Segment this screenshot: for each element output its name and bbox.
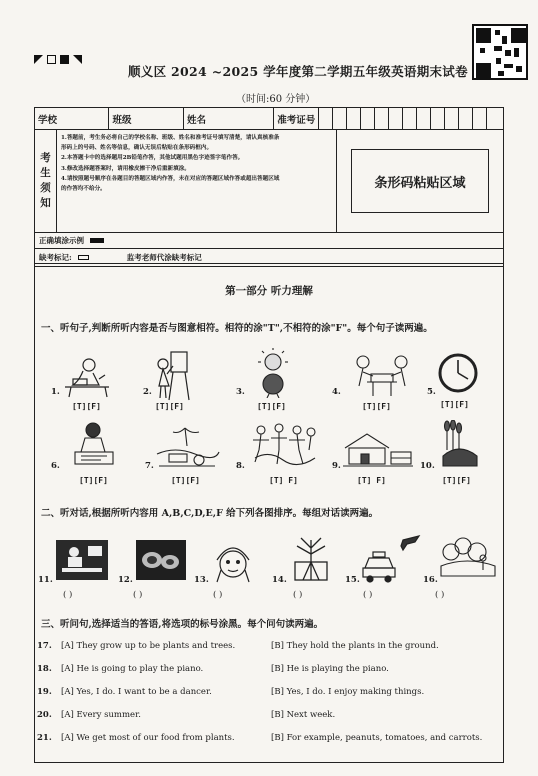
picture-16 [437,536,497,582]
order-answer-blank[interactable]: ( ) [363,590,373,600]
tf-bubbles[interactable]: [T][F] [72,402,101,411]
q-number: 6. [51,461,60,471]
snowy-trees-icon [437,536,497,582]
picture-5 [437,352,479,394]
tf-bubbles[interactable]: [T][F] [440,400,469,409]
option-a[interactable]: [A] Every summer. [61,710,141,720]
question-row [35,664,503,678]
picture-1 [59,349,115,399]
notice-text [57,130,337,232]
tf-bubbles[interactable]: [T][F] [257,402,286,411]
order-answer-blank[interactable]: ( ) [213,590,223,600]
q-number: 21. [37,733,52,743]
q-number: 5. [427,387,436,397]
notice-line: 4.请按照题号顺序在各题目的答题区域内作答，未在对应的答题区域作答或超出答题区域 [61,175,280,182]
q2-instruction: 二、听对话,根据所听内容用 A,B,C,D,E,F 给下列各图排序。每组对话读两遍。 [41,508,379,519]
order-answer-blank[interactable]: ( ) [293,590,303,600]
option-a[interactable]: [A] He is going to play the piano. [61,664,204,674]
beach-picnic-icon [155,424,221,470]
option-b[interactable]: [B] They hold the plants in the ground. [271,641,439,651]
part-title: 第一部分 听力理解 [225,285,313,297]
picture-12 [136,540,186,580]
notice-row [35,130,503,233]
q-number: 3. [236,387,245,397]
class-field[interactable] [109,108,183,129]
notice-line: 的作答均不给分。 [61,186,106,193]
square-mark-icon [47,55,56,64]
clock-icon [437,352,479,394]
picture-8 [249,422,319,470]
question-row [35,733,503,747]
q3-instruction: 三、听问句,选择适当的答语,将选项的标号涂黑。每个问句读两遍。 [41,619,324,630]
q-number: 9. [332,461,341,471]
food-plate-icon [136,540,186,580]
taxi-plane-icon [359,534,423,584]
absent-note: 监考老师代涂缺考标记 [126,253,202,262]
q-number: 1. [51,387,60,397]
corner-mark-icon [73,55,82,64]
option-a[interactable]: [A] Yes, I do. I want to be a dancer. [61,687,212,697]
picture-14 [289,534,333,586]
picture-3 [255,348,291,398]
notice-line: 1.答题前，考生务必将自己的学校名称、班级、姓名和准考证号填写清楚，请认真核准条 [61,135,280,141]
boy-drawing-icon [59,349,115,399]
filled-square-mark-icon [60,55,69,64]
picture-4 [351,352,413,398]
notice-line: 3.修改选择题答案时，请用橡皮擦干净后重新填涂。 [61,165,190,172]
alignment-marks [34,55,82,64]
exam-time: （时间:60 分钟） [236,94,316,105]
q-number: 15. [345,575,360,585]
candidate-info-row [35,108,503,130]
qr-code-icon [472,24,528,80]
tf-bubbles[interactable]: [T][F] [442,476,471,485]
q-number: 11. [38,575,53,585]
fill-example-row [35,233,503,249]
dancers-icon [249,422,319,470]
q-number: 8. [236,461,245,471]
q-number: 13. [194,575,209,585]
corner-mark-icon [34,55,43,64]
ticket-label-cell [274,108,319,129]
option-b[interactable]: [B] For example, peanuts, tomatoes, and carrots. [271,733,483,743]
tree-roots-icon [289,534,333,586]
candidate-info-table [34,107,504,267]
girl-face-icon [213,540,253,584]
option-b[interactable]: [B] Next week. [271,710,336,720]
ticket-number-boxes[interactable] [319,108,503,129]
q-number: 19. [37,687,52,697]
exam-title: 顺义区 2024 ~2025 学年度第二学期五年级英语期末试卷 [128,64,468,79]
absent-bubble[interactable] [78,255,89,260]
q-number: 2. [143,387,152,397]
picture-9 [341,428,415,468]
tf-bubbles[interactable]: [T][F] [79,476,108,485]
q-number: 4. [332,387,341,397]
question-row [35,641,503,655]
q-number: 20. [37,710,52,720]
option-a[interactable]: [A] We get most of our food from plants. [61,733,235,743]
q-number: 14. [272,575,287,585]
option-a[interactable]: [A] They grow up to be plants and trees. [61,641,236,651]
man-at-desk-icon [56,540,108,580]
farmhouse-icon [341,428,415,468]
ticket-label: 准考证号 [277,114,316,126]
boy-writing-icon [71,420,117,470]
picture-13 [213,540,253,584]
seed-sun-icon [255,348,291,398]
q-number: 18. [37,664,52,674]
tf-bubbles[interactable]: [T][F] [362,402,391,411]
notice-label: 考 生 须 知 [35,130,57,232]
picture-11 [56,540,108,580]
picture-7 [155,424,221,470]
q1-instruction: 一、听句子,判断所听内容是否与图意相符。相符的涂"T",不相符的涂"F"。每个句子读两遍。 [41,323,433,334]
q-number: 16. [423,575,438,585]
picture-15 [359,534,423,584]
question-row [35,710,503,724]
barcode-area [337,130,503,232]
school-label: 学校 [38,114,58,126]
order-answer-blank[interactable]: ( ) [63,590,73,600]
tf-bubbles[interactable]: [T][F] [155,402,184,411]
notice-line: 形码上的号码、姓名等信息，确认无误后粘贴在条形码框内。 [61,145,213,152]
q-number: 7. [145,461,154,471]
fill-example-label: 正确填涂示例 [39,236,84,245]
tf-bubbles[interactable]: [T] F] [269,476,298,485]
option-b[interactable]: [B] He is playing the piano. [271,664,389,674]
barcode-box: 条形码粘贴区域 [351,149,489,213]
notice-line: 2.本答题卡中的选择题用2B铅笔作答，其他试题用黑色字迹签字笔作答。 [61,155,244,162]
answer-section [34,263,504,763]
q-number: 10. [420,461,435,471]
picture-6 [71,420,117,470]
option-b[interactable]: [B] Yes, I do. I enjoy making things. [271,687,425,697]
filled-bubble-icon [90,238,104,243]
school-field[interactable] [35,108,109,129]
order-answer-blank[interactable]: ( ) [133,590,143,600]
tf-bubbles[interactable]: [T] F] [357,476,386,485]
picture-2 [151,346,191,402]
girl-painting-icon [151,346,191,402]
kids-chess-icon [351,352,413,398]
tf-bubbles[interactable]: [T][F] [171,476,200,485]
name-label: 姓名 [186,114,206,126]
picture-10 [439,420,479,472]
absent-mark-label: 缺考标记: [39,253,72,262]
q-number: 17. [37,641,52,651]
question-row [35,687,503,701]
name-field[interactable] [184,108,274,129]
wheat-bread-icon [439,420,479,472]
order-answer-blank[interactable]: ( ) [435,590,445,600]
q-number: 12. [118,575,133,585]
class-label: 班级 [112,114,132,126]
